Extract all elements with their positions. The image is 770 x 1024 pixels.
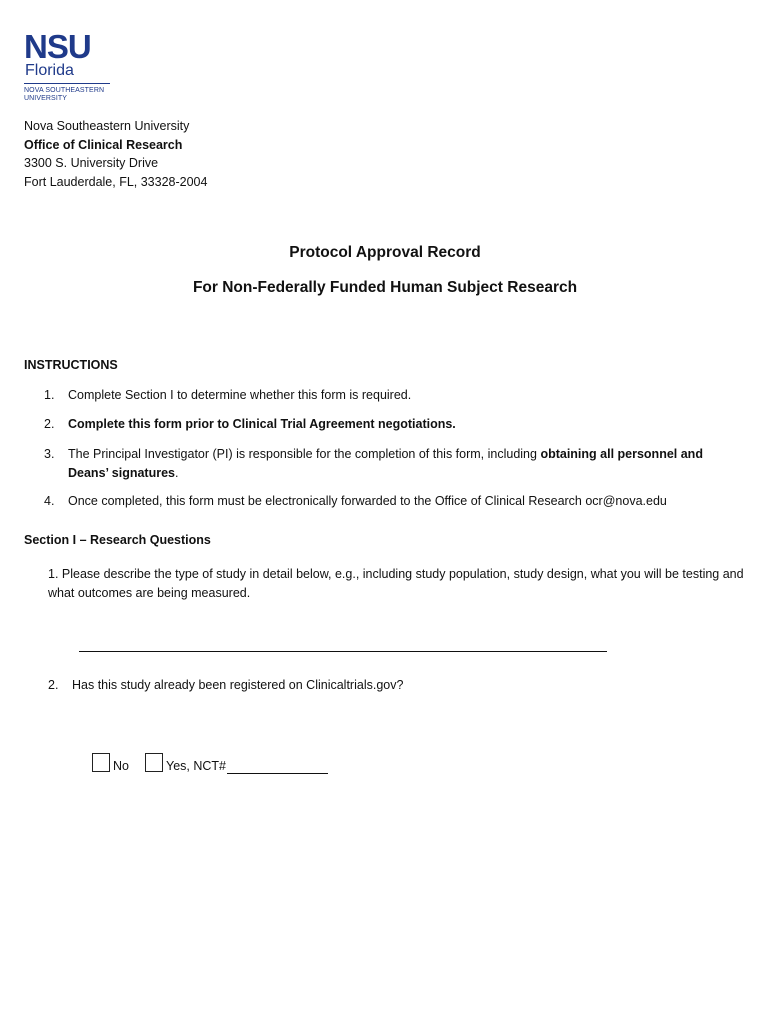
option-no-label: No <box>113 759 129 773</box>
nct-number-field[interactable] <box>227 773 328 774</box>
checkbox-yes[interactable] <box>145 753 163 772</box>
instruction-text-end: . <box>175 465 179 480</box>
instruction-text <box>68 445 728 482</box>
instruction-number: 4. <box>44 494 55 508</box>
instructions-heading: INSTRUCTIONS <box>24 358 118 372</box>
document-subtitle: For Non-Federally Funded Human Subject Research <box>192 279 578 296</box>
address-city: Fort Lauderdale, FL, 33328-2004 <box>24 174 208 189</box>
logo-divider <box>24 83 110 84</box>
logo-line-1: NOVA SOUTHEASTERN <box>24 87 105 94</box>
instruction-text: Complete Section I to determine whether this form is required. <box>68 388 412 402</box>
question-1: 1. Please describe the type of study in detail below, e.g., including study population, study design, what you will be testing and what outcomes are being measured. <box>48 567 744 600</box>
question-2 <box>48 678 403 692</box>
instruction-text: Once completed, this form must be electronically forwarded to the Office of Clinical Research ocr@nova.edu <box>68 494 667 508</box>
question-2-number: 2. <box>48 678 59 692</box>
instruction-number: 2. <box>44 417 55 431</box>
logo-line-2: UNIVERSITY <box>24 95 68 102</box>
instruction-number: 3. <box>44 447 55 461</box>
document-title: Protocol Approval Record <box>289 244 481 261</box>
instruction-text: Complete this form prior to Clinical Trial Agreement negotiations. <box>68 417 456 431</box>
address-street: 3300 S. University Drive <box>24 156 159 170</box>
instruction-number: 1. <box>44 388 55 402</box>
address-block <box>24 117 207 191</box>
question-2-text: Has this study already been registered on Clinicaltrials.gov? <box>72 678 404 692</box>
logo-mark: NSU <box>24 28 91 65</box>
address-office: Office of Clinical Research <box>24 137 183 152</box>
logo-subtitle: Florida <box>25 62 74 79</box>
section-heading: Section I – Research Questions <box>24 533 211 547</box>
nsu-logo <box>24 30 124 106</box>
address-university: Nova Southeastern University <box>24 119 190 133</box>
question-1-answer-line[interactable] <box>79 651 607 652</box>
checkbox-no[interactable] <box>92 753 110 772</box>
option-yes-label: Yes, NCT# <box>166 759 226 773</box>
instruction-text-part: The Principal Investigator (PI) is responsible for the completion of this form, including <box>68 447 541 461</box>
instruction-text-emphasis: obtaining all personnel and Deans’ signatures <box>68 447 703 480</box>
